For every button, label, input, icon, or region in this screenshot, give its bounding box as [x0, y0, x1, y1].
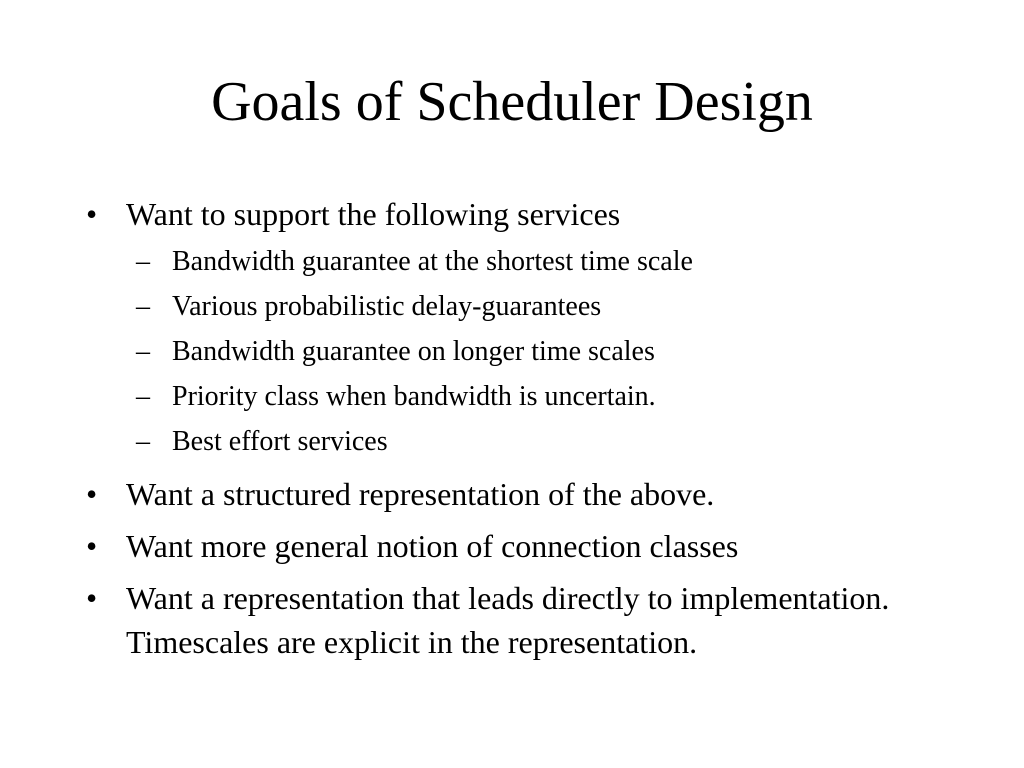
sub-bullet-item: [126, 239, 946, 284]
bullet-item: [86, 576, 946, 664]
sub-bullet-item: [126, 374, 946, 419]
sub-bullet-list: [126, 239, 946, 464]
slide-title: Goals of Scheduler Design: [211, 71, 813, 133]
bullet-marker: •: [86, 580, 98, 616]
sub-bullet-marker: –: [136, 291, 150, 322]
bullet-item: [86, 472, 946, 516]
sub-bullet-marker: –: [136, 426, 150, 457]
bullet-text: Want more general notion of connection classes: [126, 528, 739, 564]
sub-bullet-marker: –: [136, 246, 150, 277]
sub-bullet-text: Various probabilistic delay-guarantees: [172, 291, 602, 322]
bullet-marker: •: [86, 476, 98, 512]
bullet-marker: •: [86, 196, 98, 232]
bullet-item: [86, 192, 946, 464]
sub-bullet-item: [126, 284, 946, 329]
bullet-text: Want to support the following services: [126, 196, 621, 232]
sub-bullet-marker: –: [136, 381, 150, 412]
bullet-text: Want a structured representation of the above.: [126, 476, 715, 512]
bullet-list: [86, 192, 946, 664]
sub-bullet-item: [126, 329, 946, 374]
sub-bullet-text: Priority class when bandwidth is uncertain.: [172, 381, 656, 412]
bullet-item: [86, 524, 946, 568]
sub-bullet-item: [126, 419, 946, 464]
sub-bullet-text: Bandwidth guarantee at the shortest time scale: [172, 246, 693, 277]
bullet-text: Want a representation that leads directly to implementation. Timescales are explicit in the representation.: [126, 580, 890, 660]
bullet-marker: •: [86, 528, 98, 564]
sub-bullet-text: Bandwidth guarantee on longer time scales: [172, 336, 655, 367]
sub-bullet-marker: –: [136, 336, 150, 367]
sub-bullet-text: Best effort services: [172, 426, 388, 457]
